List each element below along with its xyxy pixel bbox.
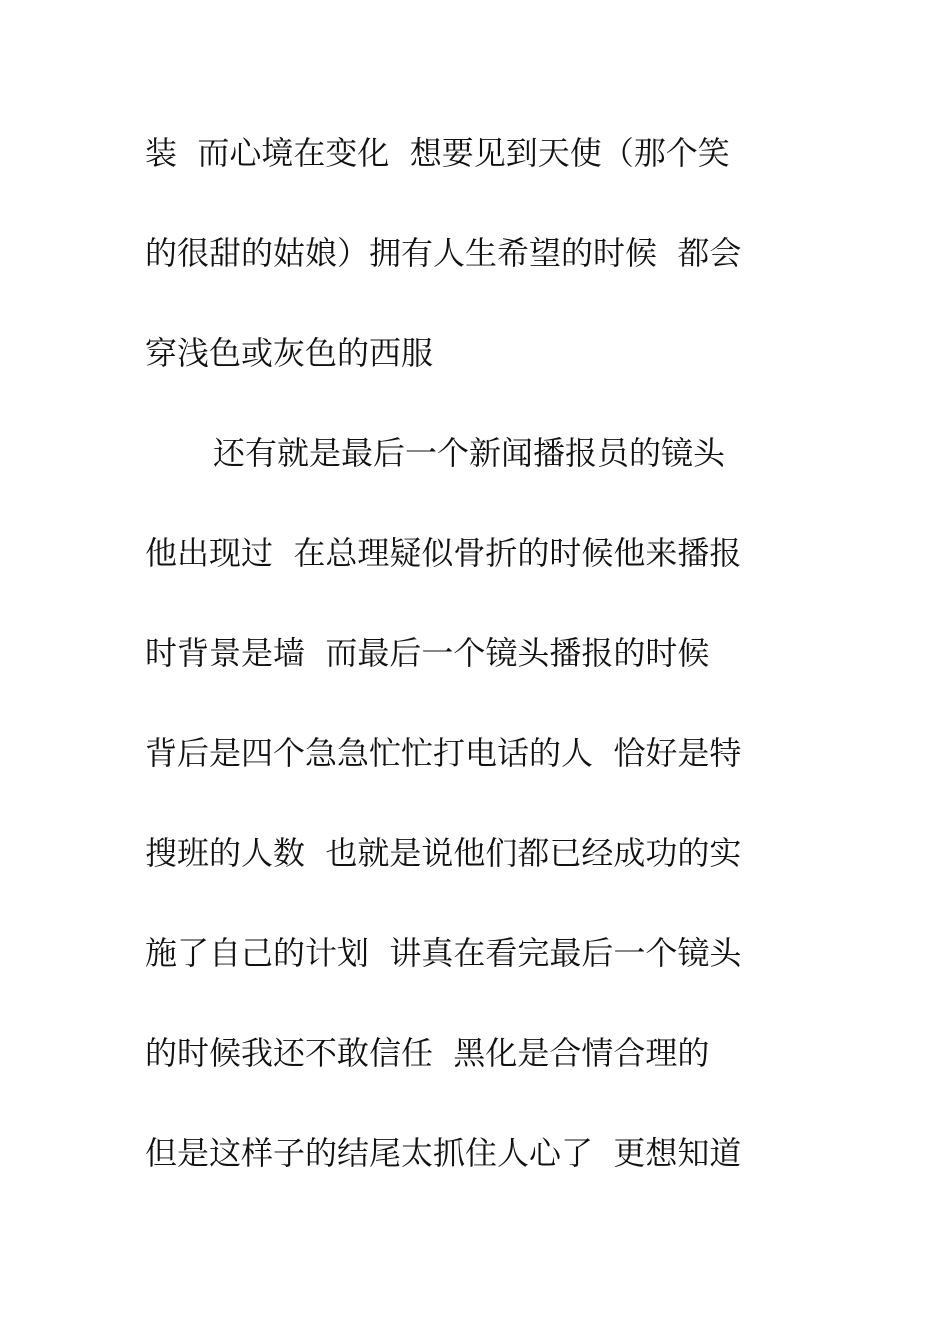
text-line: 背后是四个急急忙忙打电话的人 恰好是特 bbox=[145, 734, 742, 772]
text-line: 搜班的人数 也就是说他们都已经成功的实 bbox=[145, 834, 742, 872]
text-line: 的时候我还不敢信任 黑化是合情合理的 bbox=[145, 1034, 710, 1072]
text-line: 施了自己的计划 讲真在看完最后一个镜头 bbox=[145, 934, 742, 972]
text-line: 时背景是墙 而最后一个镜头播报的时候 bbox=[145, 634, 710, 672]
text-line: 他出现过 在总理疑似骨折的时候他来播报 bbox=[145, 534, 742, 572]
paragraph-start-line: 还有就是最后一个新闻播报员的镜头 bbox=[213, 434, 726, 472]
text-line: 但是这样子的结尾太抓住人心了 更想知道 bbox=[145, 1134, 742, 1172]
text-line: 穿浅色或灰色的西服 bbox=[145, 334, 434, 372]
text-line: 装 而心境在变化 想要见到天使（那个笑 bbox=[145, 134, 730, 172]
text-line: 的很甜的姑娘）拥有人生希望的时候 都会 bbox=[145, 234, 742, 272]
body-text bbox=[145, 124, 825, 1224]
